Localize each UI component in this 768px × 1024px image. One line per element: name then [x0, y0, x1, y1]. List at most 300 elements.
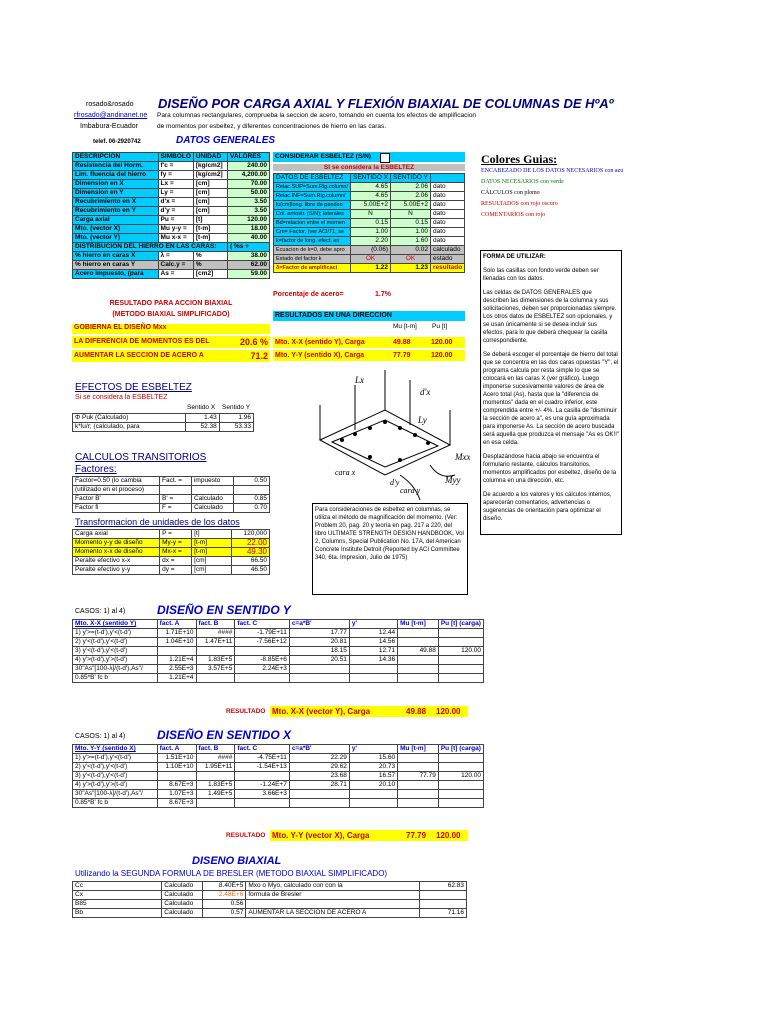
- diagram-label-cara-y: cara y: [400, 486, 421, 495]
- value-input[interactable]: 5.00E+2: [351, 201, 391, 210]
- row-label: Bd=relacion entre el momen: [274, 219, 351, 228]
- row-unit: %: [193, 252, 227, 261]
- direccion-row-mu: 49.88: [393, 339, 411, 346]
- diagram-label-dx: d'x: [420, 387, 431, 397]
- diagram-label-myy: Myy: [445, 475, 461, 485]
- gobierna-label: GOBIERNA EL DISEÑO Mxx: [72, 324, 270, 334]
- row-unit: [t-m]: [193, 234, 227, 243]
- col-header: c=a*B': [289, 745, 349, 754]
- value-input[interactable]: 2.20: [351, 237, 391, 246]
- case-value: 23.68: [289, 772, 349, 781]
- transformacion-table: [72, 529, 270, 575]
- datos-generales-table: [72, 152, 270, 279]
- row-unit: [kg/cm2]: [193, 162, 227, 171]
- case-value: 2.24E+3: [235, 665, 289, 674]
- usage-paragraph: Desplazándose hacia abajo se encuentra el formulario restante, cálculos transitorios, momentos amplificados por esbeltez, diseño de la columna en una dirección, etc.: [483, 454, 617, 484]
- case-value: 17.77: [289, 629, 349, 638]
- row-label: Estado del factor k: [274, 255, 351, 264]
- row-label: k=factor de long. efect. en: [274, 237, 351, 246]
- diagram-label-ly: Ly: [418, 415, 427, 425]
- case-label: 1) y'>=(t-d'),y'<(t-d'): [73, 629, 158, 638]
- row-unit: Calculado: [162, 900, 203, 909]
- resultado-x-label: RESULTADO: [226, 832, 266, 839]
- rebar-dot: [413, 433, 417, 437]
- row-unit: Calculado: [162, 909, 203, 918]
- row-symbol: dy =: [160, 566, 192, 575]
- row-unit: [t-m]: [193, 225, 227, 234]
- row-label: Bb: [73, 909, 162, 918]
- case-value: [157, 772, 196, 781]
- value-input[interactable]: 1.60: [391, 237, 431, 246]
- col-header: DATOS DE ESBELTEZ: [274, 174, 351, 183]
- rebar-dot: [368, 455, 372, 459]
- row-value: 53.33: [219, 423, 253, 432]
- row-value: 0.50: [233, 477, 269, 486]
- case-label: 30"As"[100-λ]/(t-d'),As"/: [73, 665, 158, 674]
- resultado-y-mu: 49.88: [406, 707, 427, 716]
- row-value: 120,000: [232, 530, 270, 539]
- row-label: Resistencia del Horm.: [73, 162, 159, 171]
- row-tag: dato: [430, 201, 464, 210]
- rebar-dot: [398, 458, 402, 462]
- row-label: Peralte efectivo x-x: [73, 557, 160, 566]
- diagram-label-mxx: Mxx: [455, 452, 470, 462]
- column-diagram: [300, 365, 470, 505]
- diseno-y-title: DISEÑO EN SENTIDO Y: [157, 603, 291, 617]
- col-header: y': [349, 745, 397, 754]
- direccion-header-pu: Pu [t]: [432, 323, 448, 330]
- row-value: 0.70: [233, 504, 269, 513]
- biaxial-aumentar: AUMENTAR LA SECCION DE ACERO A: [246, 909, 419, 918]
- esbeltez-status: SI se considera la ESBELTEZ: [273, 164, 465, 171]
- case-value: [438, 638, 483, 647]
- case-value: 1.83E+5: [196, 656, 235, 665]
- row-symbol: d'y =: [158, 207, 193, 216]
- row-label: Cx: [73, 891, 162, 900]
- case-value: [438, 781, 483, 790]
- efectos-header-y: Sentido Y: [222, 404, 251, 411]
- resultado-x-row: [270, 830, 468, 841]
- direccion-row: [273, 337, 465, 348]
- usage-paragraph: Las celdas de DATOS GENERALES que describen las dimensiones de la columna y sus solicitaciones, deben ser proporcionadas siempre. Los otros datos de ESBELTEZ son opcionales, y se usan únicamente si se desea incluir sus efectos, para lo que deberá chequear la casilla correspondiente.: [483, 290, 617, 344]
- factores-title: Factores:: [75, 464, 117, 475]
- row-label: Recubrimiento en X: [73, 198, 159, 207]
- efectos-table: [72, 413, 254, 432]
- col-header: c=a*B': [289, 620, 349, 629]
- casos-x-label: CASOS: 1) al 4): [75, 733, 126, 740]
- resultado-x-pu: 120.00: [436, 831, 461, 840]
- value-calc: 0.02: [391, 246, 431, 255]
- row-label: δ=Factor de amplificaci: [274, 264, 351, 273]
- case-value: 28.71: [289, 781, 349, 790]
- esbeltez-table: [273, 173, 465, 273]
- value-calc: OK: [351, 255, 391, 264]
- row-tag: estado: [430, 255, 464, 264]
- row-symbol: Ly =: [158, 189, 193, 198]
- value-input[interactable]: 4.65: [351, 183, 391, 192]
- case-value: 1.07E+3: [157, 790, 196, 799]
- case-value: 1.49E+5: [196, 790, 235, 799]
- biaxial-table: [72, 881, 467, 918]
- row-value: 46.50: [232, 566, 270, 575]
- case-label: 3) y'<(t-d'),y'<(t-d'): [73, 647, 158, 656]
- esbeltez-checkbox-hint: (S/N): [355, 153, 371, 160]
- case-value: -1.24E+7: [235, 781, 289, 790]
- row-symbol: My-y =: [160, 539, 192, 548]
- case-value: 49.88: [398, 647, 439, 656]
- col-header: SENTIDO Y: [391, 174, 431, 183]
- case-value: 12.44: [349, 629, 397, 638]
- col-header: Pu [t] (carga): [438, 620, 483, 629]
- row-unit: [cm]: [193, 189, 227, 198]
- case-value: ####: [196, 754, 235, 763]
- case-value: ####: [196, 629, 235, 638]
- case-value: 3.66E+3: [235, 790, 289, 799]
- row-label: Carga axial: [73, 530, 160, 539]
- biaxial-note: Mxo o Myo, calculado con con la: [246, 882, 419, 891]
- row-unit: [cm]: [192, 557, 232, 566]
- row-tag: dato: [430, 192, 464, 201]
- esbeltez-header: [273, 152, 465, 162]
- value-input[interactable]: 1.00: [391, 228, 431, 237]
- row-label: Mto. (vector Y): [73, 234, 159, 243]
- col-header: VALORES: [228, 153, 270, 162]
- diagram-label-dy: d'y: [390, 478, 400, 487]
- color-guide-red: COMENTARIOS con rojo: [481, 212, 546, 218]
- row-label: Col. arriostr. (S/N); laterales: [274, 210, 351, 219]
- case-value: -1.54E+13: [235, 763, 289, 772]
- diseno-biaxial-subtitle: Utilizando la SEGUNDA FORMULA DE BRESLER (METODO BIAXIAL SIMPLIFICADO): [75, 869, 388, 878]
- col-header: fact. C: [235, 745, 289, 754]
- value-input[interactable]: 50.00: [228, 189, 270, 198]
- diseno-biaxial-title: DISENO BIAXIAL: [192, 855, 282, 867]
- row-symbol: Calc.y =: [158, 261, 193, 270]
- biaxial-note: formula de Bresler: [246, 891, 419, 900]
- esbeltez-reference-note: Para consideraciones de esbeltez en columnas, se utiliza el método de magnificación del momento. (Ver: Problem 20, pag. 20 y teoría en pag. 217 a 220, del libro ULTIMATE STRENGTH DESIGN HANDBOOK, Vol 2, Columns, Special Publication No. 17A, del American Concrete Institute Detroit (Reported by ACI Committee 340, 6ta. Impresion, Julio de 1975): [312, 503, 468, 595]
- row-label: % hierro en caras Y: [73, 261, 159, 270]
- usage-instructions-box: [480, 250, 622, 535]
- col-header: SENTIDO X: [351, 174, 391, 183]
- col-header: fact. B: [196, 745, 235, 754]
- row-value: [233, 486, 269, 495]
- row-unit: %: [193, 261, 227, 270]
- row-tag: dato: [430, 219, 464, 228]
- row-label: Relac.INF=Sum.Rig.column/: [274, 192, 351, 201]
- value-input[interactable]: 70.00: [228, 180, 270, 189]
- row-unit: [t]: [193, 216, 227, 225]
- case-value: 8.67E+3: [157, 799, 196, 808]
- row-unit: [cm]: [192, 566, 232, 575]
- case-value: 14.56: [349, 638, 397, 647]
- row-label: Ecuacion de k=0, debe apro: [274, 246, 351, 255]
- row-label: Cm= Factor, (ver ACI/71, se: [274, 228, 351, 237]
- diferencia-label: LA DIFERENCIA DE MOMENTOS ES DEL: [74, 338, 210, 345]
- case-value: -8.85E+6: [235, 656, 289, 665]
- row-label: Factor=0.50 (lo cambia: [73, 477, 160, 486]
- row-label: Relac.SUP=Sum.Rig.column/: [274, 183, 351, 192]
- row-symbol: d'x =: [158, 198, 193, 207]
- value-input[interactable]: 38.00: [228, 252, 270, 261]
- row-unit: [cm]: [193, 207, 227, 216]
- direccion-row-label: Mto. Y-Y (sentido X), Carga: [275, 352, 365, 359]
- col-header: fact. A: [157, 620, 196, 629]
- case-value: [438, 763, 483, 772]
- value-input[interactable]: 4.65: [351, 192, 391, 201]
- row-label: Factor B': [73, 495, 160, 504]
- aumentar-row: [72, 350, 270, 362]
- direccion-row-pu: 120.00: [431, 352, 453, 359]
- case-value: 1.83E+5: [196, 781, 235, 790]
- row-tag: dato: [430, 183, 464, 192]
- diferencia-value: 20.6 %: [239, 337, 268, 347]
- case-label: 30"As"[100-λ]/(t-d'),As"/: [73, 790, 158, 799]
- value-input[interactable]: 240.00: [228, 162, 270, 171]
- case-value: [398, 763, 439, 772]
- row-tag: resultado: [430, 264, 464, 273]
- direccion-row: [273, 350, 465, 361]
- row-symbol: Mu x-x =: [158, 234, 193, 243]
- usage-title: FORMA DE UTILIZAR:: [483, 254, 546, 260]
- row-value: 8.40E+5: [203, 882, 246, 891]
- row-tag: calculado: [430, 246, 464, 255]
- diseno-x-title: DISEÑO EN SENTIDO X: [157, 728, 292, 742]
- email-link[interactable]: rfrosado@andinanet.ne: [74, 112, 148, 119]
- color-guide-header: ENCABEZADO DE LOS DATOS NECESARIOS con azu: [481, 168, 624, 174]
- case-value: 77.79: [398, 772, 439, 781]
- case-value: 1.04E+10: [157, 638, 196, 647]
- case-value: [196, 772, 235, 781]
- row-tag: dato: [430, 210, 464, 219]
- row-unit: impuesto: [191, 477, 233, 486]
- col-header: SIMBOLO: [158, 153, 193, 162]
- value-input[interactable]: N: [351, 210, 391, 219]
- phone-label: telef. 06-2920742: [93, 139, 141, 145]
- row-value: 22.00: [232, 539, 270, 548]
- case-label: 4) y'>(t-d'),y'>(t-d'): [73, 781, 158, 790]
- row-value: 49.30: [232, 548, 270, 557]
- case-value: 14.36: [349, 656, 397, 665]
- row-symbol: F =: [160, 504, 192, 513]
- rebar-dot: [426, 441, 430, 445]
- row-tag: dato: [430, 228, 464, 237]
- row-symbol: As =: [158, 270, 193, 279]
- row-unit: [cm2]: [193, 270, 227, 279]
- colores-title: Colores Guias:: [481, 152, 558, 166]
- case-value: 18.15: [289, 647, 349, 656]
- case-value: 1.21E+4: [157, 656, 196, 665]
- case-label: 4) y'>(t-d'),y'>(t-d'): [73, 656, 158, 665]
- row-unit: [cm]: [193, 180, 227, 189]
- col-header: fact. B: [196, 620, 235, 629]
- value-result: 1.23: [391, 264, 431, 273]
- factores-table: [72, 476, 270, 513]
- efectos-title: EFECTOS DE ESBELTEZ: [75, 382, 192, 393]
- row-symbol: Mu y-y =: [158, 225, 193, 234]
- row-unit: [cm]: [193, 198, 227, 207]
- case-value: 1.21E+4: [157, 674, 196, 683]
- row-label: % hierro en caras X: [73, 252, 159, 261]
- value-input[interactable]: 4,200.00: [228, 171, 270, 180]
- value-input[interactable]: 1.00: [351, 228, 391, 237]
- row-unit: Calculado: [191, 504, 233, 513]
- row-label: lu(cm)long. libre de pandeo: [274, 201, 351, 210]
- case-value: -7.56E+12: [235, 638, 289, 647]
- color-guide-darkred: RESULTADOS con rojo oscuro: [481, 201, 558, 207]
- value-input[interactable]: 0.15: [351, 219, 391, 228]
- value-input[interactable]: 2.06: [391, 183, 431, 192]
- case-value: [398, 781, 439, 790]
- col-header: fact. C: [235, 620, 289, 629]
- row-label: Acero impuesto, (para: [73, 270, 159, 279]
- value-input[interactable]: 40.00: [228, 234, 270, 243]
- case-value: 1.71E+10: [157, 629, 196, 638]
- accion-title-1: RESULTADO PARA ACCION BIAXIAL: [109, 300, 233, 307]
- row-label: k*lu/r; (calculado, para: [73, 423, 186, 432]
- col-header: UNIDAD: [193, 153, 227, 162]
- case-value: 1.10E+10: [157, 763, 196, 772]
- case-value: 22.29: [289, 754, 349, 763]
- case-value: 29.62: [289, 763, 349, 772]
- col-header: [430, 174, 464, 183]
- case-label: 0.85*B' fc b: [73, 799, 158, 808]
- row-label: Cc: [73, 882, 162, 891]
- col-header: Mu [t-m]: [398, 745, 439, 754]
- row-unit: Calculado: [162, 891, 203, 900]
- row-label: Φ Puk (Calculado): [73, 414, 186, 423]
- case-value: 16.57: [349, 772, 397, 781]
- calculos-title: CALCULOS TRANSITORIOS: [75, 452, 207, 463]
- case-value: 20.51: [289, 656, 349, 665]
- case-value: [235, 647, 289, 656]
- col-header: Mu [t-m]: [398, 620, 439, 629]
- row-label: Carga axial: [73, 216, 159, 225]
- case-value: [398, 754, 439, 763]
- case-value: 1.51E+10: [157, 754, 196, 763]
- row-label: Momento y-y de diseño: [73, 539, 160, 548]
- resultado-y-row: [270, 706, 468, 717]
- value-calc: 62.00: [228, 261, 270, 270]
- transformacion-title: Transformacion de unidades de los datos: [75, 517, 240, 527]
- direccion-row-pu: 120.00: [431, 339, 453, 346]
- row-label: Lim. fluencia del hierro: [73, 171, 159, 180]
- row-symbol: Mx-x =: [160, 548, 192, 557]
- case-value: [398, 638, 439, 647]
- direccion-title: RESULTADOS EN UNA DIRECCION: [273, 311, 465, 321]
- diagram-label-lx: Lx: [355, 375, 364, 385]
- city-label: Imbabura-Ecuador: [80, 123, 138, 130]
- row-unit: Calculado: [191, 495, 233, 504]
- value-input[interactable]: 0.15: [391, 219, 431, 228]
- row-symbol: f'c =: [158, 162, 193, 171]
- case-label: 3) y'<(t-d'),y'<(t-d'): [73, 772, 158, 781]
- case-value: 20.73: [349, 763, 397, 772]
- value-input[interactable]: 3.50: [228, 207, 270, 216]
- col-header: fact. A: [157, 745, 196, 754]
- esbeltez-checkbox[interactable]: [380, 153, 390, 163]
- row-symbol: Fact. =: [160, 477, 192, 486]
- description-line-2: de momentos por esbeltez, y diferentes concentraciones de hierro en las caras.: [157, 123, 387, 130]
- accion-title-2: (METODO BIAXIAL SIMPLIFICADO): [112, 311, 230, 318]
- biaxial-aumentar-value: 71.16: [419, 909, 466, 918]
- row-label: (utilizado en el proceso): [73, 486, 160, 495]
- row-symbol: P =: [160, 530, 192, 539]
- rebar-dot: [398, 426, 402, 430]
- datos-generales-title: DATOS GENERALES: [176, 135, 276, 146]
- case-value: [157, 647, 196, 656]
- case-value: 120.00: [438, 647, 483, 656]
- case-value: -4.75E+11: [235, 754, 289, 763]
- value-input[interactable]: 5.00E+2: [391, 201, 431, 210]
- case-value: [398, 656, 439, 665]
- resultado-x-mu: 77.79: [406, 831, 427, 840]
- row-symbol: Lx =: [158, 180, 193, 189]
- row-unit: [t-m]: [192, 548, 232, 557]
- case-value: [438, 629, 483, 638]
- case-value: 12.71: [349, 647, 397, 656]
- value-calc: OK: [391, 255, 431, 264]
- rebar-dot: [353, 432, 357, 436]
- row-value: 66.50: [232, 557, 270, 566]
- row-unit: [191, 486, 233, 495]
- porcentaje-label: Porcentaje de acero=: [273, 291, 344, 298]
- author-label: rosado&rosado: [86, 101, 134, 108]
- case-value: [196, 647, 235, 656]
- value-input[interactable]: 2.06: [391, 192, 431, 201]
- case-label: 0.85*B' fc b: [73, 674, 158, 683]
- value-input[interactable]: 120.00: [228, 216, 270, 225]
- color-guide-green: DATOS NECESARIOS con verde: [481, 179, 564, 185]
- case-value: [398, 629, 439, 638]
- case-value: [235, 772, 289, 781]
- row-symbol: λ =: [158, 252, 193, 261]
- resultado-y-pu: 120.00: [436, 707, 461, 716]
- value-input[interactable]: 59.00: [228, 270, 270, 279]
- diseno-y-table: [72, 619, 484, 683]
- diferencia-row: [72, 336, 270, 348]
- case-value: 15.60: [349, 754, 397, 763]
- description-line-1: Para columnas rectangulares, comprueba la seccion de acero, tomando en cuenta los efectos de amplificacion: [157, 112, 477, 119]
- casos-y-label: CASOS: 1) al 4): [75, 608, 126, 615]
- row-label: Dimension en Y: [73, 189, 159, 198]
- row-unit: [t]: [192, 530, 232, 539]
- value-input[interactable]: 18.00: [228, 225, 270, 234]
- case-label: 2) y'<(t-d'),y'<(t-d'): [73, 638, 158, 647]
- page-title: DISEÑO POR CARGA AXIAL Y FLEXIÓN BIAXIAL DE COLUMNAS DE HºAº: [158, 96, 614, 111]
- usage-paragraph: Se deberá escoger el porcentaje de hierro del total que se concentra en las dos caras opuestas "Y", el programa calcula por resta simple lo que se colocará en las caras X (ver gráfico). Luego imponerse sucesivamente valores de área de Acero total (As), hasta que la "diferencia de momentos" dada en el cuadro inferior, este comprendida entre +/- 4%. La casilla de "disminuir la sección de acero a", es una guía aproximada para imponerse As. La sección de acero buscada será aquella que produzca el mensaje "As es OK!!" en esa celda.: [483, 352, 620, 446]
- distribution-title: DISTRIBUCION DEL HIERRO EN LAS CARAS:: [73, 243, 228, 252]
- esbeltez-checkbox-label: CONSIDERAR ESBELTEZ: [275, 153, 354, 160]
- col-header: Mto. X-X (sentido Y): [73, 620, 158, 629]
- row-value: 1.43: [185, 414, 219, 423]
- row-unit: [kg/cm2]: [193, 171, 227, 180]
- value-input[interactable]: 3.50: [228, 198, 270, 207]
- case-value: 20.81: [289, 638, 349, 647]
- aumentar-label: AUMENTAR LA SECCION DE ACERO A: [74, 352, 204, 359]
- row-label: Recubrimiento en Y: [73, 207, 159, 216]
- direccion-header-mu: Mu [t-m]: [393, 323, 417, 330]
- case-value: [438, 656, 483, 665]
- value-calc: (0.06): [351, 246, 391, 255]
- direccion-row-mu: 77.79: [393, 352, 411, 359]
- case-label: 2) y'<(t-d'),y'<(t-d'): [73, 763, 158, 772]
- case-label: 1) y'>=(t-d'),y'<(t-d'): [73, 754, 158, 763]
- row-value: 2.48E+6: [203, 891, 246, 900]
- resultado-y-text: Mto. X-X (vector Y), Carga: [272, 707, 371, 716]
- row-value: 0.85: [233, 495, 269, 504]
- value-input[interactable]: N: [391, 210, 431, 219]
- color-guide-gray: CÁLCULOS con plomo: [481, 190, 540, 196]
- case-value: 3.57E+5: [196, 665, 235, 674]
